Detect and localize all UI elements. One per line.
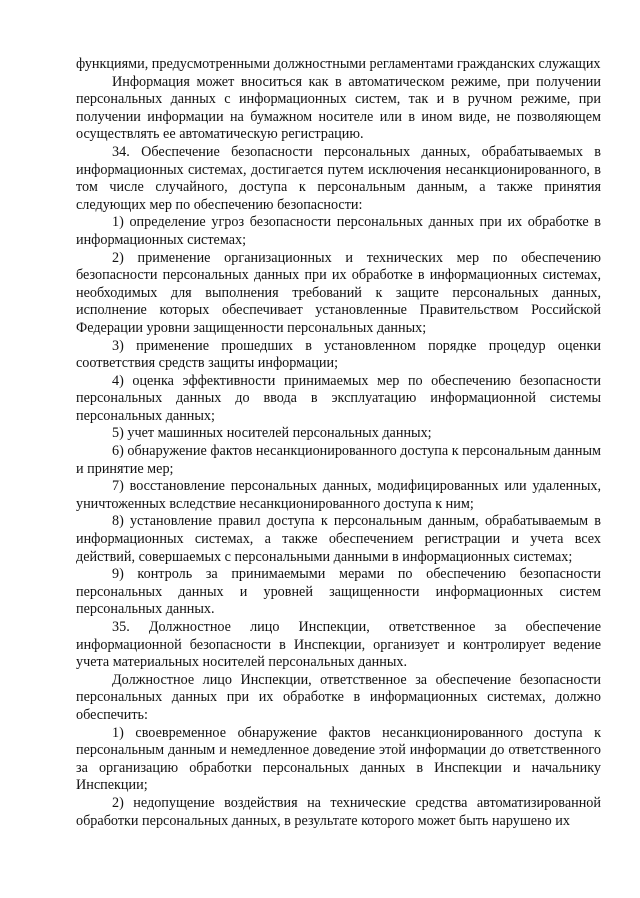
list-item-35-2: 2) недопущение воздействия на технические средства автоматизированной обработки персональных данных, в результате которого может быть нарушено их bbox=[76, 794, 601, 829]
paragraph-35: 35. Должностное лицо Инспекции, ответственное за обеспечение информационной безопасности в Инспекции, организует и контролирует ведение учета материальных носителей персональных данных. bbox=[76, 619, 601, 671]
list-item-34-5: 5) учет машинных носителей персональных данных; bbox=[112, 425, 432, 442]
list-item-34-9: 9) контроль за принимаемыми мерами по обеспечению безопасности персональных данных и уровней защищенности информационных систем персональных данных. bbox=[76, 566, 601, 618]
list-item-34-1: 1) определение угроз безопасности персональных данных при их обработке в информационных системах; bbox=[76, 214, 601, 248]
list-item-34-8: 8) установление правил доступа к персональным данным, обрабатываемым в информационных системах, а также обеспечением регистрации и учета всех действий, совершаемых с персональными данными в информационных системах; bbox=[76, 513, 601, 565]
list-item-34-6: 6) обнаружение фактов несанкционированного доступа к персональным данным и принятие мер; bbox=[76, 443, 601, 477]
paragraph-continuation: функциями, предусмотренными должностными регламентами гражданских служащих bbox=[76, 56, 601, 72]
list-item-34-3: 3) применение прошедших в установленном порядке процедур оценки соответствия средств защиты информации; bbox=[76, 337, 601, 372]
list-item-35-1: 1) своевременное обнаружение фактов несанкционированного доступа к персональным данным и немедленное доведение этой информации до ответственного за организацию обработки персональных данных в Инспекции и начальнику Инспекции; bbox=[76, 724, 601, 794]
list-item-34-2: 2) применение организационных и технических мер по обеспечению безопасности персональных данных при их обработке в информационных системах, необходимых для выполнения требований к защите персональных данных, исполнение которых обеспечивает установленные Правительством Российской Федерации уровни защищенности персональных данных; bbox=[76, 249, 601, 336]
list-item-34-7: 7) восстановление персональных данных, модифицированных или удаленных, уничтоженных вследствие несанкционированного доступа к ним; bbox=[76, 478, 601, 512]
document-body bbox=[76, 56, 601, 830]
paragraph-35-duties: Должностное лицо Инспекции, ответственное за обеспечение безопасности персональных данных при их обработке в информационных системах, должно обеспечить: bbox=[76, 671, 601, 723]
list-item-34-4: 4) оценка эффективности принимаемых мер по обеспечению безопасности персональных данных до ввода в эксплуатацию информационной системы персональных данных; bbox=[76, 372, 601, 424]
paragraph-info-entry: Информация может вноситься как в автоматическом режиме, при получении персональных данных с информационных систем, так и в ручном режиме, при получении информации на бумажном носителе или в ином виде, не позволяющем осуществлять ее автоматическую регистрацию. bbox=[76, 73, 601, 143]
paragraph-34: 34. Обеспечение безопасности персональных данных, обрабатываемых в информационных системах, достигается путем исключения несанкционированного, в том числе случайного, доступа к персональным данным, а также принятия следующих мер по обеспечению безопасности: bbox=[76, 143, 601, 213]
